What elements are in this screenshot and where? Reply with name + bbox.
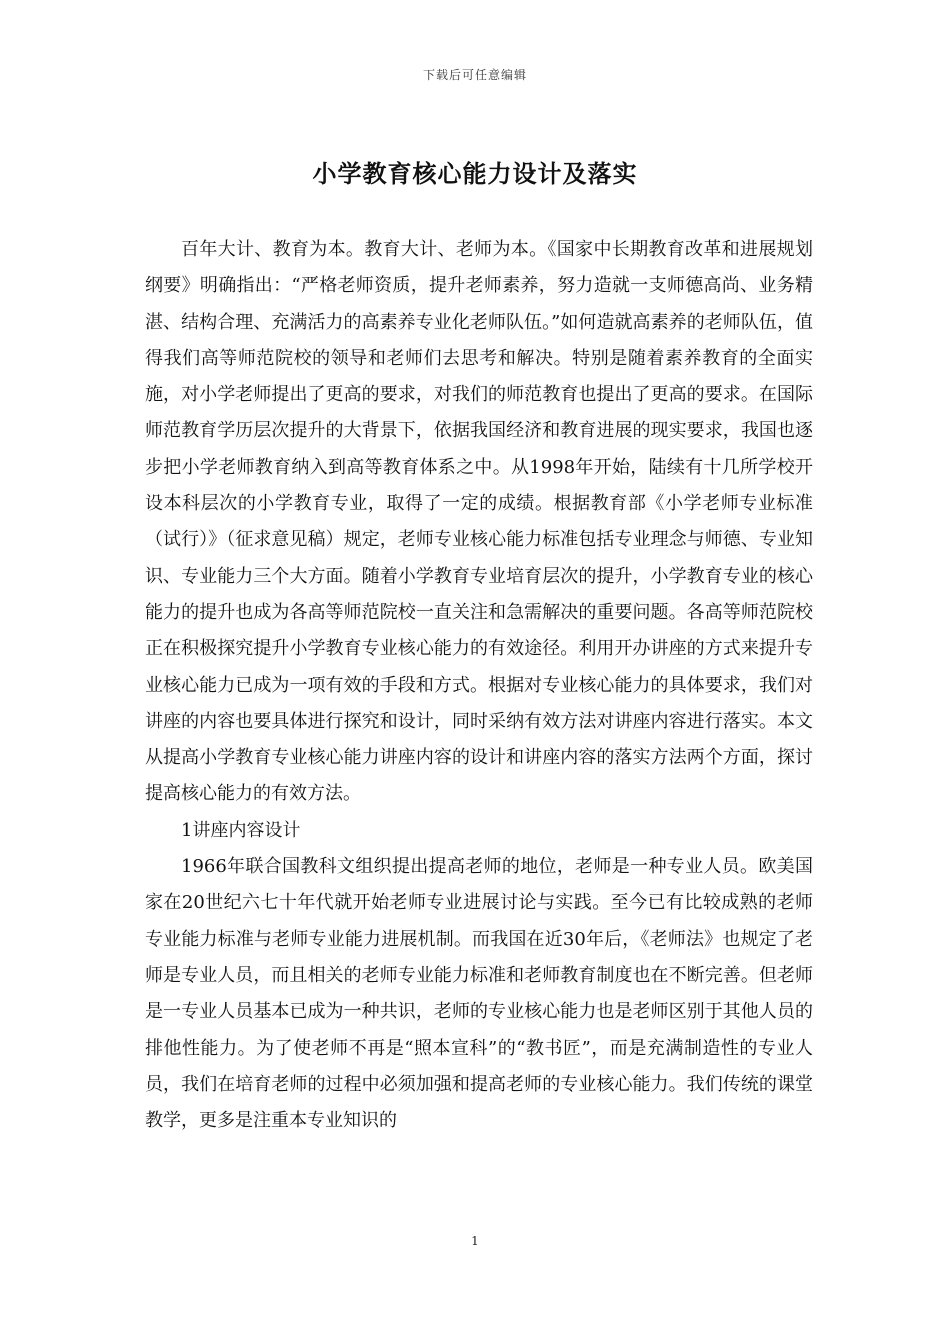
section-heading-1: 1讲座内容设计: [181, 819, 301, 841]
document-title: 小学教育核心能力设计及落实: [312, 159, 638, 188]
page-header-note: 下载后可任意编辑: [422, 68, 527, 82]
paragraph-intro: 百年大计、教育为本。教育大计、老师为本。《国家中长期教育改革和进展规划纲要》明确指出：“严格老师资质，提升老师素养，努力造就一支师德高尚、业务精湛、结构合理、充满活力的高素养专业化老师队伍。”如何造就高素养的老师队伍，值得我们高等师范院校的领导和老师们去思考和解决。特别是随着素养教育的全面实施，对小学老师提出了更高的要求，对我们的师范教育也提出了更高的要求。在国际师范教育学历层次提升的大背景下，依据我国经济和教育进展的现实要求，我国也逐步把小学老师教育纳入到高等教育体系之中。从1998年开始，陆续有十几所学校开设本科层次的小学教育专业，取得了一定的成绩。根据教育部《小学老师专业标准（试行）》（征求意见稿）规定，老师专业核心能力标准包括专业理念与师德、专业知识、专业能力三个大方面。随着小学教育专业培育层次的提升，小学教育专业的核心能力的提升也成为各高等师范院校一直关注和急需解决的重要问题。各高等师范院校正在积极探究提升小学教育专业核心能力的有效途径。利用开办讲座的方式来提升专业核心能力已成为一项有效的手段和方式。根据对专业核心能力的具体要求，我们对讲座的内容也要具体进行探究和设计，同时采纳有效方法对讲座内容进行落实。本文从提高小学教育专业核心能力讲座内容的设计和讲座内容的落实方法两个方面，探讨提高核心能力的有效方法。: [145, 239, 813, 805]
paragraph-section-1: 1966年联合国教科文组织提出提高老师的地位，老师是一种专业人员。欧美国家在20世纪六七十年代就开始老师专业进展讨论与实践。至今已有比较成熟的老师专业能力标准与老师专业能力进展机制。而我国在近30年后，《老师法》也规定了老师是专业人员，而且相关的老师专业能力标准和老师教育制度也在不断完善。但老师是一专业人员基本已成为一种共识，老师的专业核心能力也是老师区别于其他人员的排他性能力。为了使老师不再是“照本宣科”的“教书匠”，而是充满制造性的专业人员，我们在培育老师的过程中必须加强和提高老师的专业核心能力。我们传统的课堂教学，更多是注重本专业知识的: [145, 856, 813, 1132]
document-body: [145, 232, 813, 1139]
page-number: 1: [471, 1234, 479, 1248]
